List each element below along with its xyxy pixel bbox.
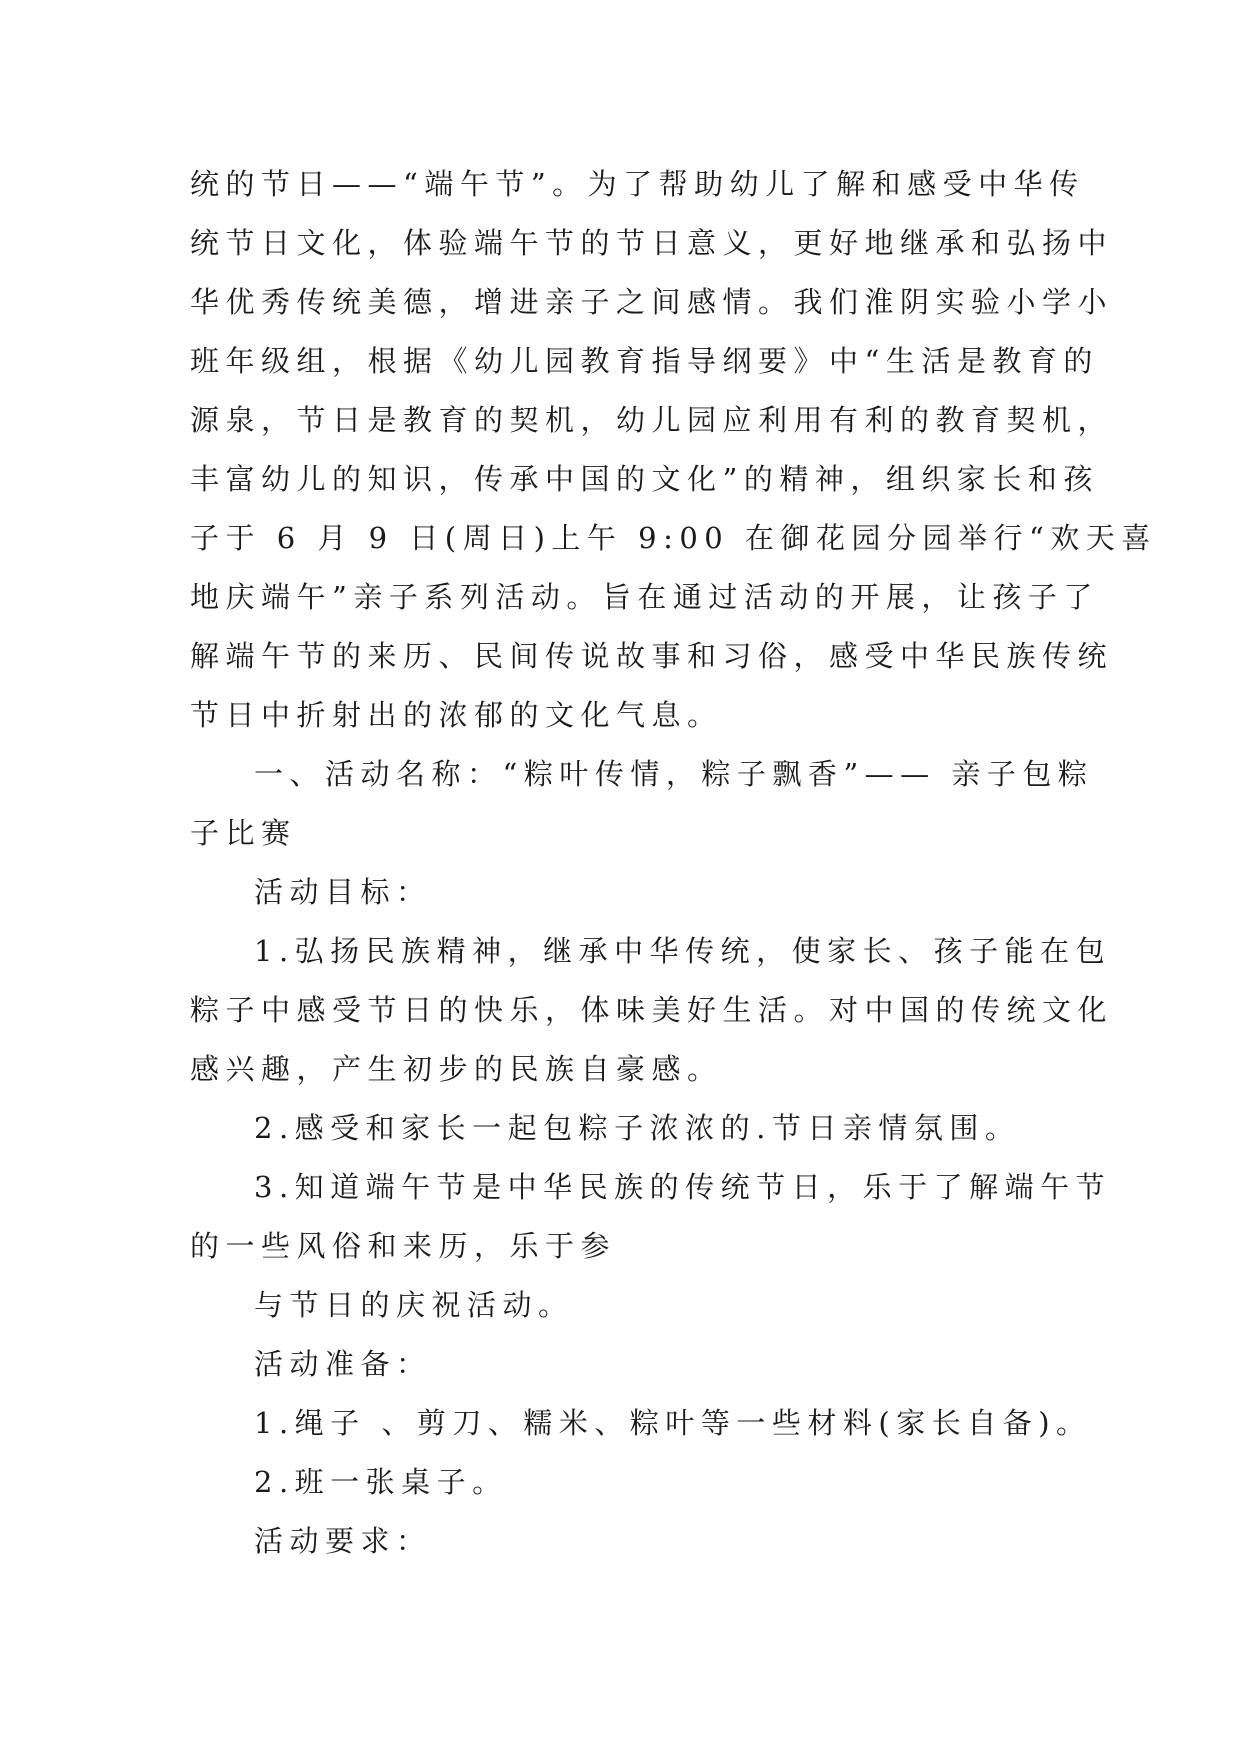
- text-line: 与节日的庆祝活动。: [254, 1288, 574, 1322]
- text-line: 地庆端午”亲子系列活动。旨在通过活动的开展，让孩子了: [190, 580, 1099, 614]
- subheading: 活动要求：: [254, 1524, 432, 1558]
- text-line: 子于 6 月 9 日(周日)上午 9:00 在御花园分园举行“欢天喜: [190, 521, 1157, 555]
- text-line: 班年级组，根据《幼儿园教育指导纲要》中“生活是教育的: [190, 344, 1099, 378]
- list-item: 2.感受和家长一起包粽子浓浓的.节日亲情氛围。: [254, 1111, 1021, 1145]
- subheading: 活动目标：: [254, 875, 432, 909]
- text-line: 统节日文化，体验端午节的节日意义，更好地继承和弘扬中: [190, 226, 1114, 260]
- subheading: 活动准备：: [254, 1347, 432, 1381]
- list-item: 1.弘扬民族精神，继承中华传统，使家长、孩子能在包: [254, 934, 1112, 968]
- text-line: 丰富幼儿的知识，传承中国的文化”的精神，组织家长和孩: [190, 462, 1099, 496]
- list-item: 1.绳子 、剪刀、糯米、粽叶等一些材料(家长自备)。: [254, 1406, 1092, 1440]
- list-item: 2.班一张桌子。: [254, 1465, 508, 1499]
- text-line: 子比赛: [190, 816, 297, 850]
- text-line: 解端午节的来历、民间传说故事和习俗，感受中华民族传统: [190, 639, 1114, 673]
- text-line: 源泉，节日是教育的契机，幼儿园应利用有利的教育契机，: [190, 403, 1114, 437]
- text-line: 华优秀传统美德，增进亲子之间感情。我们淮阴实验小学小: [190, 285, 1114, 319]
- list-item: 3.知道端午节是中华民族的传统节日，乐于了解端午节: [254, 1170, 1112, 1204]
- text-line: 节日中折射出的浓郁的文化气息。: [190, 698, 723, 732]
- text-line: 粽子中感受节日的快乐，体味美好生活。对中国的传统文化: [190, 993, 1114, 1027]
- text-line: 统的节日——“端午节”。为了帮助幼儿了解和感受中华传: [190, 167, 1085, 201]
- text-line: 的一些风俗和来历，乐于参: [190, 1229, 617, 1263]
- document-body: [190, 155, 1157, 1571]
- section-heading: 一、活动名称：“粽叶传情，粽子飘香”—— 亲子包粽: [254, 757, 1094, 791]
- text-line: 感兴趣，产生初步的民族自豪感。: [190, 1052, 723, 1086]
